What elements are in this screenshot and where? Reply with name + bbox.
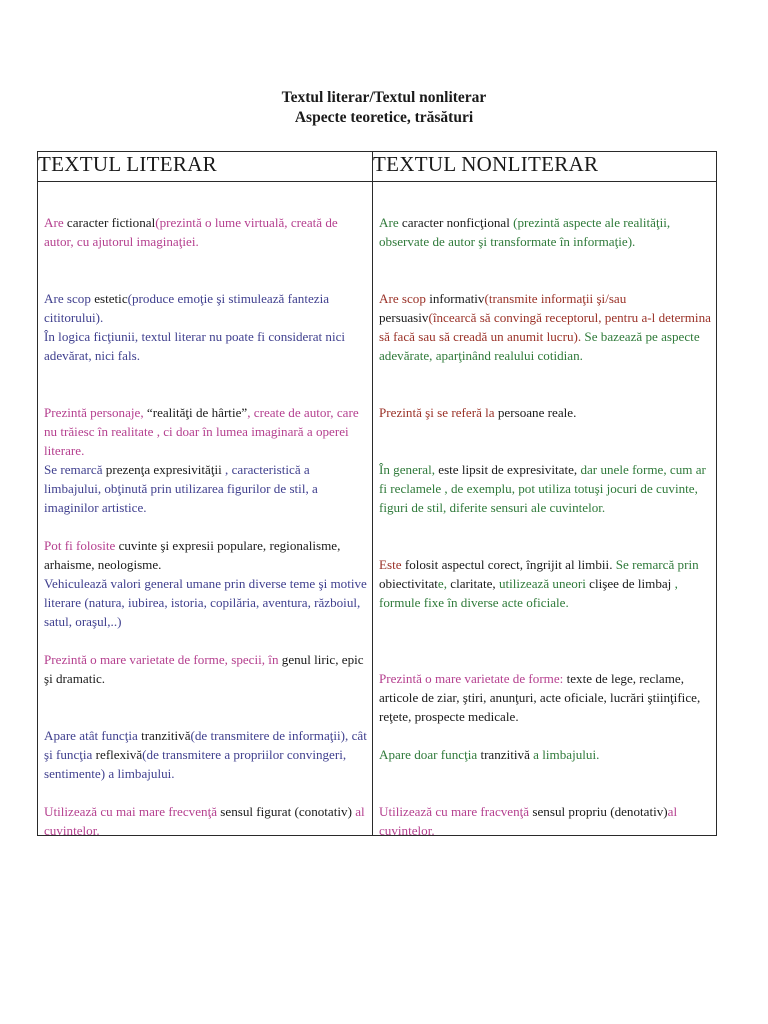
text-span: al cuvintelor. [379, 804, 678, 838]
text-span: genul liric, epic şi dramatic. [44, 652, 364, 686]
text-span: estetic [94, 291, 128, 306]
content-row [38, 182, 717, 836]
literary-characters-expressivity [44, 403, 368, 517]
text-span: (prezintă o lume virtuală, creată de autor, cu ajutorul imaginaţiei. [44, 215, 338, 249]
text-span: (de transmitere de informaţii), cât şi funcţia [44, 728, 367, 762]
text-span: Are [379, 215, 402, 230]
text-span: tranzitivă [480, 747, 530, 762]
text-span: Se remarcă [44, 462, 106, 477]
text-span: persoane reale. [497, 405, 577, 420]
text-span: (încearcă să convingă receptorul, pentru a-l determina să facă sau să creadă un anumit lucru). [379, 310, 711, 344]
header-nonliterary-text: TEXTUL NONLITERAR [373, 152, 717, 182]
text-span: persuasiv [379, 310, 429, 325]
text-span: Se bazează pe aspecte adevărate, aparţinând realului cotidian. [379, 329, 700, 363]
literary-language-functions [44, 726, 368, 783]
text-span: texte de lege, reclame, articole de ziar, ştiri, anunţuri, acte oficiale, lucrări ştiinţifice, reţete, prospecte medicale. [379, 671, 701, 724]
text-span: Se remarcă prin [612, 557, 699, 572]
text-span: caracter nonficţional [401, 215, 510, 230]
text-span: Apare atât funcţia [44, 728, 142, 743]
text-span: folosit aspectul corect, îngrijit al limbii. [404, 557, 613, 572]
nonliterary-expressivity [379, 460, 711, 517]
text-span: sensul figurat (conotativ) [220, 804, 352, 819]
literary-aesthetic-purpose [44, 289, 368, 365]
text-span: Prezintă o mare varietate de forme, specii, în [44, 652, 282, 667]
text-span: sensul propriu (denotativ) [532, 804, 668, 819]
literary-figurative-meaning [44, 802, 368, 840]
text-span: utilizează uneori [495, 576, 590, 591]
nonliterary-nonfictional-character [379, 213, 711, 251]
text-span: (prezintă aspecte ale realităţii, observate de autor şi transformate în informaţie). [379, 215, 671, 249]
text-span: (transmite informaţii şi/sau [484, 291, 627, 306]
header-row [38, 152, 717, 182]
text-span: clişee de limbaj [589, 576, 672, 591]
text-span: Are [44, 215, 67, 230]
nonliterary-informative-purpose [379, 289, 711, 365]
text-span: În logica ficţiunii, textul literar nu poate fi considerat nici adevărat, nici fals. [44, 329, 346, 363]
text-span: Utilizează cu mai mare frecvenţă [44, 804, 221, 819]
text-span: dar unele forme, cum ar fi reclamele , de exemplu, pot utiliza totuşi jocuri de cuvinte, figuri de stil, diferite sensuri ale cuvintelor. [379, 462, 706, 515]
text-span: reflexivă [95, 747, 143, 762]
nonliterary-correct-language [379, 555, 711, 612]
literary-forms-genres [44, 650, 368, 688]
text-span: al cuvintelor. [44, 804, 365, 838]
document-subtitle: Aspecte teoretice, trăsături [294, 109, 474, 126]
text-span: Vehiculează valori general umane prin diverse teme şi motive literare (natura, iubirea, istoria, copilăria, aventura, războiul, satul, oraşul,..) [44, 576, 367, 629]
text-span: a limbajului. [529, 747, 600, 762]
text-span: (produce emoţie şi stimulează fantezia cititorului). [44, 291, 330, 325]
text-span: Are scop [379, 291, 430, 306]
text-span: este lipsit de expresivitate, [438, 462, 578, 477]
text-span: Pot fi folosite [44, 538, 119, 553]
text-span: “realităţi de hârtie” [146, 405, 248, 420]
text-span: cuvinte şi expresii populare, regionalisme, arhaisme, neologisme. [44, 538, 341, 572]
document-title: Textul literar/Textul nonliterar [281, 89, 487, 106]
text-span: Prezintă personaje, [44, 405, 147, 420]
text-span: tranzitivă [141, 728, 191, 743]
nonliterary-language-function [379, 745, 711, 764]
text-span: Prezintă o mare varietate de forme: [379, 671, 567, 686]
text-span: Prezintă şi se referă la [379, 405, 498, 420]
text-span: , caracteristică a limbajului, obţinută prin utilizarea figurilor de stil, a imaginilor artistice. [44, 462, 318, 515]
nonliterary-column [373, 182, 717, 836]
literary-fictional-character [44, 213, 368, 251]
nonliterary-real-persons [379, 403, 711, 422]
text-span: obiectivitat [379, 576, 438, 591]
comparison-table [37, 151, 717, 836]
text-span: claritate, [450, 576, 496, 591]
literary-column [38, 182, 373, 836]
nonliterary-forms [379, 669, 711, 726]
text-span: (de transmitere a propriilor convingeri, sentimente) a limbajului. [44, 747, 347, 781]
text-span: , create de autor, care nu trăiesc în realitate , ci doar în lumea imaginară a operei literare. [44, 405, 359, 458]
text-span: Utilizează cu mare fracvenţă [379, 804, 533, 819]
text-span: Este [379, 557, 405, 572]
header-literary-text: TEXTUL LITERAR [38, 152, 373, 182]
text-span: informativ [429, 291, 485, 306]
text-span: Apare doar funcţia [379, 747, 481, 762]
text-span: e, [437, 576, 451, 591]
literary-vocabulary-themes [44, 536, 368, 631]
text-span: În general, [379, 462, 439, 477]
text-span: Are scop [44, 291, 95, 306]
text-span: prezenţa expresivităţii [105, 462, 222, 477]
text-span: caracter fictional [66, 215, 156, 230]
nonliterary-proper-meaning [379, 802, 711, 840]
text-span: , formule fixe în diverse acte oficiale. [379, 576, 678, 610]
